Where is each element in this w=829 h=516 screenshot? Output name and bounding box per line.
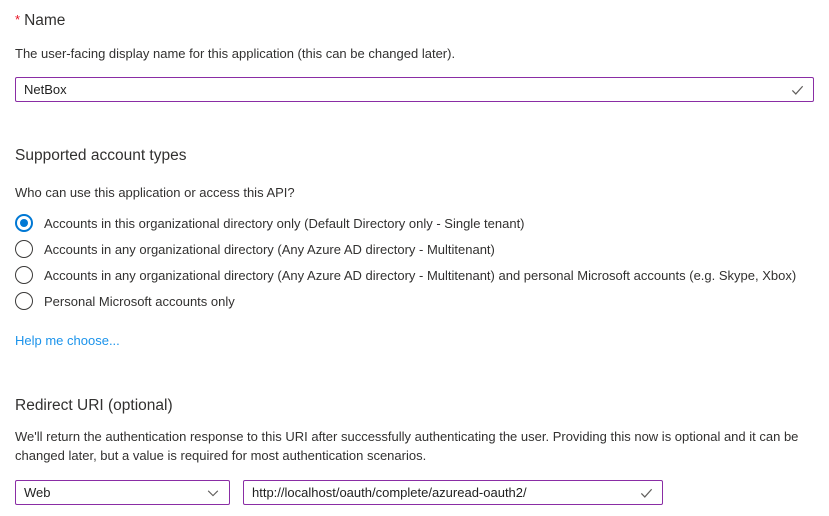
radio-option-multitenant-personal[interactable]	[15, 262, 814, 288]
radio-option-label: Accounts in this organizational directory only (Default Directory only - Single tenant)	[44, 215, 525, 231]
redirect-uri-description	[15, 427, 814, 465]
radio-option-multitenant[interactable]	[15, 236, 814, 262]
radio-option-personal-only[interactable]	[15, 288, 814, 314]
required-asterisk: *	[15, 12, 21, 27]
radio-button-icon[interactable]	[15, 266, 33, 284]
radio-option-single-tenant[interactable]	[15, 210, 814, 236]
name-description: The user-facing display name for this application (this can be changed later).	[15, 46, 456, 61]
redirect-uri-description-line2: changed later, but a value is required for most authentication scenarios.	[15, 448, 427, 463]
platform-select-value: Web	[24, 485, 51, 500]
redirect-uri-section-title: Redirect URI (optional)	[15, 397, 173, 414]
radio-button-icon[interactable]	[15, 240, 33, 258]
redirect-uri-input-wrap	[243, 480, 663, 505]
radio-button-icon[interactable]	[15, 292, 33, 310]
radio-option-label: Accounts in any organizational directory (Any Azure AD directory - Multitenant)	[44, 241, 495, 257]
platform-select[interactable]	[15, 480, 230, 505]
name-input[interactable]	[15, 77, 814, 102]
redirect-uri-input[interactable]	[243, 480, 663, 505]
redirect-uri-description-line1: We'll return the authentication response to this URI after successfully authenticating the user. Providing this now is optional and it can be	[15, 429, 799, 444]
account-types-radio-group	[15, 210, 814, 314]
redirect-uri-row	[15, 480, 814, 505]
name-input-wrap	[15, 77, 814, 102]
name-section-title	[15, 0, 814, 31]
chevron-down-icon	[206, 486, 220, 500]
name-section-title-text: Name	[24, 12, 66, 29]
radio-option-label: Accounts in any organizational directory (Any Azure AD directory - Multitenant) and personal Microsoft accounts (e.g. Skype, Xbox)	[44, 267, 797, 283]
radio-button-icon[interactable]	[15, 214, 33, 232]
account-types-question: Who can use this application or access this API?	[15, 185, 295, 200]
help-me-choose-link[interactable]: Help me choose...	[15, 333, 120, 348]
account-types-section-title: Supported account types	[15, 147, 187, 164]
radio-option-label: Personal Microsoft accounts only	[44, 293, 235, 309]
